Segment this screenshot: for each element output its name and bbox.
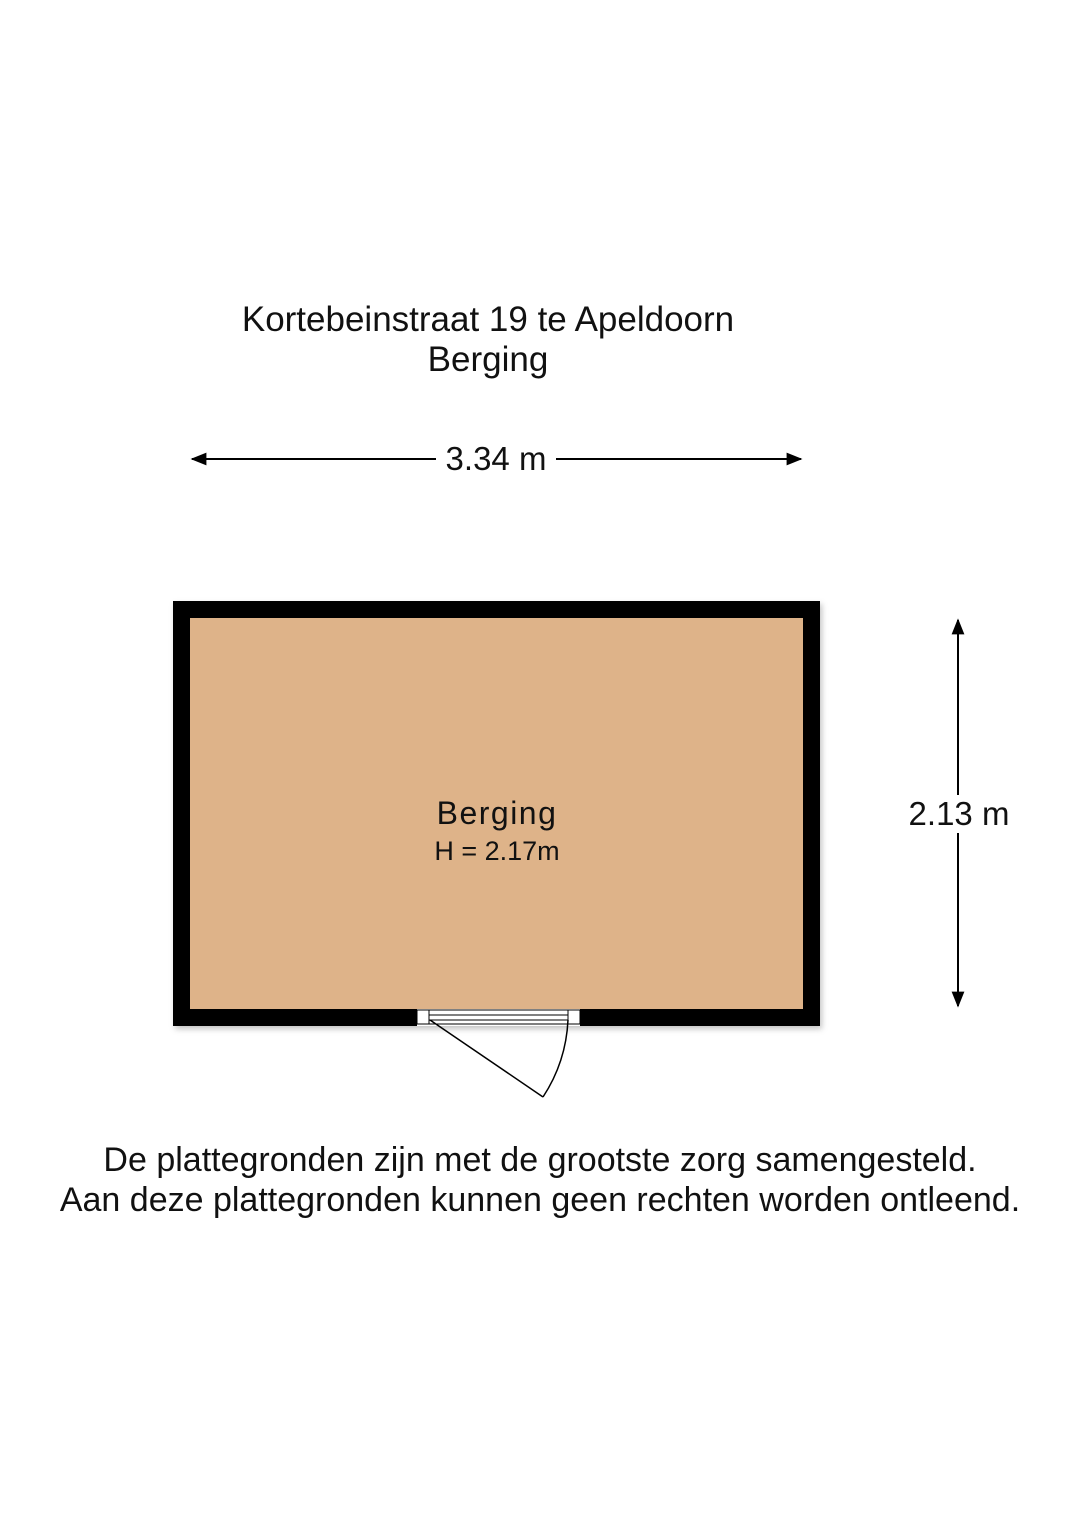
plan-title xyxy=(0,300,976,380)
room-name: Berging xyxy=(436,795,558,831)
width-label: 3.34 m xyxy=(436,440,556,478)
disclaimer xyxy=(0,1140,1080,1220)
door xyxy=(417,1009,580,1097)
depth-label: 2.13 m xyxy=(895,795,1023,833)
room-height: H = 2.17m xyxy=(434,836,560,866)
disclaimer-line-2: Aan deze plattegronden kunnen geen rechten worden ontleend. xyxy=(59,1181,1021,1219)
floor-name: Berging xyxy=(427,340,549,379)
disclaimer-line-1: De plattegronden zijn met de grootste zorg samengesteld. xyxy=(103,1141,977,1179)
address: Kortebeinstraat 19 te Apeldoorn xyxy=(241,300,735,339)
